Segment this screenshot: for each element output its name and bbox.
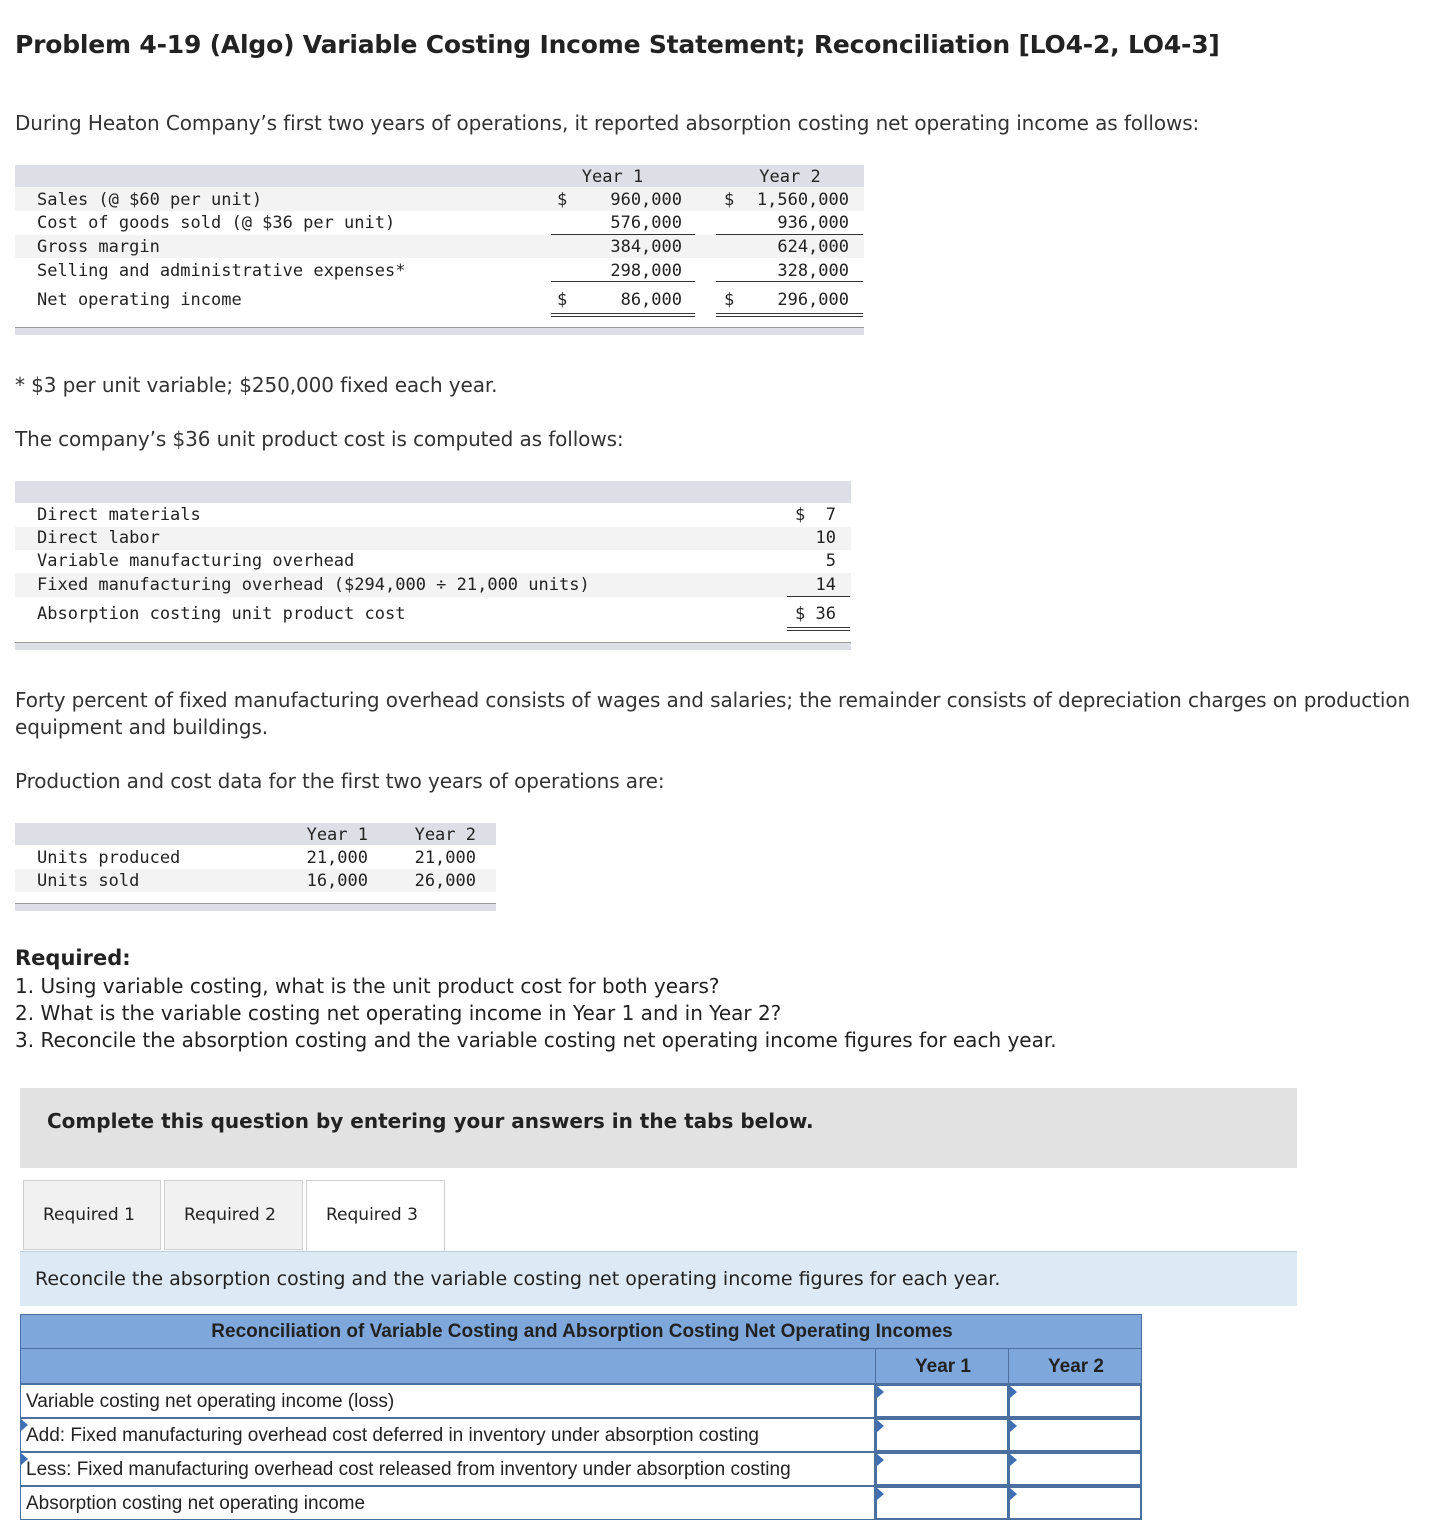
page-title: Problem 4-19 (Algo) Variable Costing Income Statement; Reconciliation [LO4-2, LO4-3] [15,30,1220,59]
recon-input-y2[interactable] [1008,1452,1142,1486]
prod-row-y1: 16,000 [306,871,368,891]
tab-label: Required 2 [184,1205,276,1225]
recon-row-less-released[interactable] [20,1452,875,1486]
required-item-2: 2. What is the variable costing net operating income in Year 1 and in Year 2? [15,1001,782,1025]
required-item-3: 3. Reconcile the absorption costing and the variable costing net operating income figures for each year. [15,1028,1057,1052]
recon-title-row [20,1314,1142,1349]
is-header-year2: Year 2 [759,167,821,187]
recon-row-variable-noi [20,1384,875,1418]
instructions-banner [20,1088,1297,1168]
banner-text: Complete this question by entering your answers in the tabs below. [47,1109,814,1133]
prod-row-label: Units produced [37,848,181,868]
recon-input-y2[interactable] [1008,1418,1142,1452]
is-row-label: Sales (@ $60 per unit) [37,190,263,210]
is-header-year1: Year 1 [581,167,644,187]
uc-row-value: $ 7 [795,505,836,525]
prod-header-year2: Year 2 [414,825,476,845]
prod-row-label: Units sold [37,871,140,891]
prod-row-y1: 21,000 [306,848,368,868]
uc-row-label: Fixed manufacturing overhead ($294,000 ÷ 21,000 units) [37,575,590,595]
recon-row-add-deferred[interactable] [20,1418,875,1452]
is-row-y1: 960,000 [610,190,682,210]
prod-row-y2: 26,000 [414,871,476,891]
is-row-label: Cost of goods sold (@ $36 per unit) [37,213,396,233]
recon-title: Reconciliation of Variable Costing and Absorption Costing Net Operating Incomes [211,1321,953,1342]
tab-required-2[interactable] [164,1180,303,1250]
tab-label: Required 1 [43,1205,135,1225]
recon-col-year2 [1008,1348,1142,1384]
recon-row-label: Add: Fixed manufacturing overhead cost deferred in inventory under absorption costing [26,1425,759,1446]
is-row-y1: 576,000 [610,213,682,233]
is-row-label: Gross margin [37,237,160,257]
prod-header-year1: Year 1 [306,825,368,845]
tab-instruction [20,1251,1297,1306]
tab-required-1[interactable] [23,1180,161,1250]
is-row-y2: 296,000 [777,290,849,310]
required-heading: Required: [15,946,131,970]
tab-label: Required 3 [326,1205,418,1225]
is-row-sign: $ [557,290,568,310]
uc-row-label: Direct labor [37,528,160,548]
recon-col-year1 [875,1348,1009,1384]
recon-input-y1[interactable] [875,1452,1009,1486]
recon-input-y1[interactable] [875,1486,1009,1520]
uc-row-value: $ 36 [795,604,836,624]
recon-row-label: Less: Fixed manufacturing overhead cost released from inventory under absorption costing [26,1459,791,1480]
is-row-y2: 624,000 [777,237,849,257]
uc-row-label: Absorption costing unit product cost [37,604,406,624]
recon-input-y2[interactable] [1008,1486,1142,1520]
intro-text: During Heaton Company’s first two years of operations, it reported absorption costing net operating income as follows: [15,111,1200,135]
recon-row-label: Absorption costing net operating income [26,1493,366,1514]
tab-required-3[interactable] [306,1180,445,1251]
uc-row-label: Direct materials [37,505,201,525]
unit-cost-intro: The company’s $36 unit product cost is computed as follows: [15,427,624,451]
is-row-y1: 298,000 [610,261,682,281]
production-intro: Production and cost data for the first two years of operations are: [15,769,665,793]
overhead-note: Forty percent of fixed manufacturing overhead consists of wages and salaries; the remainder consists of depreciation charges on production equipment and buildings. [15,688,1411,739]
recon-input-y1[interactable] [875,1384,1009,1418]
is-row-y1: 86,000 [620,290,682,310]
recon-row-label: Variable costing net operating income (loss) [26,1391,395,1412]
col-header-label: Year 2 [1048,1356,1104,1377]
is-row-y1: 384,000 [610,237,682,257]
col-header-label: Year 1 [915,1356,971,1377]
recon-row-absorption-noi [20,1486,875,1520]
is-row-sign: $ [557,190,568,210]
is-row-sign: $ [724,290,735,310]
is-row-label: Net operating income [37,290,242,310]
is-row-y2: 328,000 [777,261,849,281]
is-row-sign: $ [724,190,735,210]
is-row-label: Selling and administrative expenses* [37,261,406,281]
prod-row-y2: 21,000 [414,848,476,868]
uc-row-value: 5 [825,551,836,571]
is-row-y2: 936,000 [777,213,849,233]
footnote: * $3 per unit variable; $250,000 fixed each year. [15,373,498,397]
instruction-text: Reconcile the absorption costing and the variable costing net operating income figures for each year. [35,1268,1001,1290]
is-row-y2: 1,560,000 [756,190,849,210]
recon-input-y1[interactable] [875,1418,1009,1452]
uc-row-label: Variable manufacturing overhead [37,551,355,571]
recon-input-y2[interactable] [1008,1384,1142,1418]
uc-row-value: 14 [815,575,836,595]
recon-header-blank [20,1348,876,1384]
required-item-1: 1. Using variable costing, what is the unit product cost for both years? [15,974,720,998]
uc-row-value: 10 [815,528,836,548]
